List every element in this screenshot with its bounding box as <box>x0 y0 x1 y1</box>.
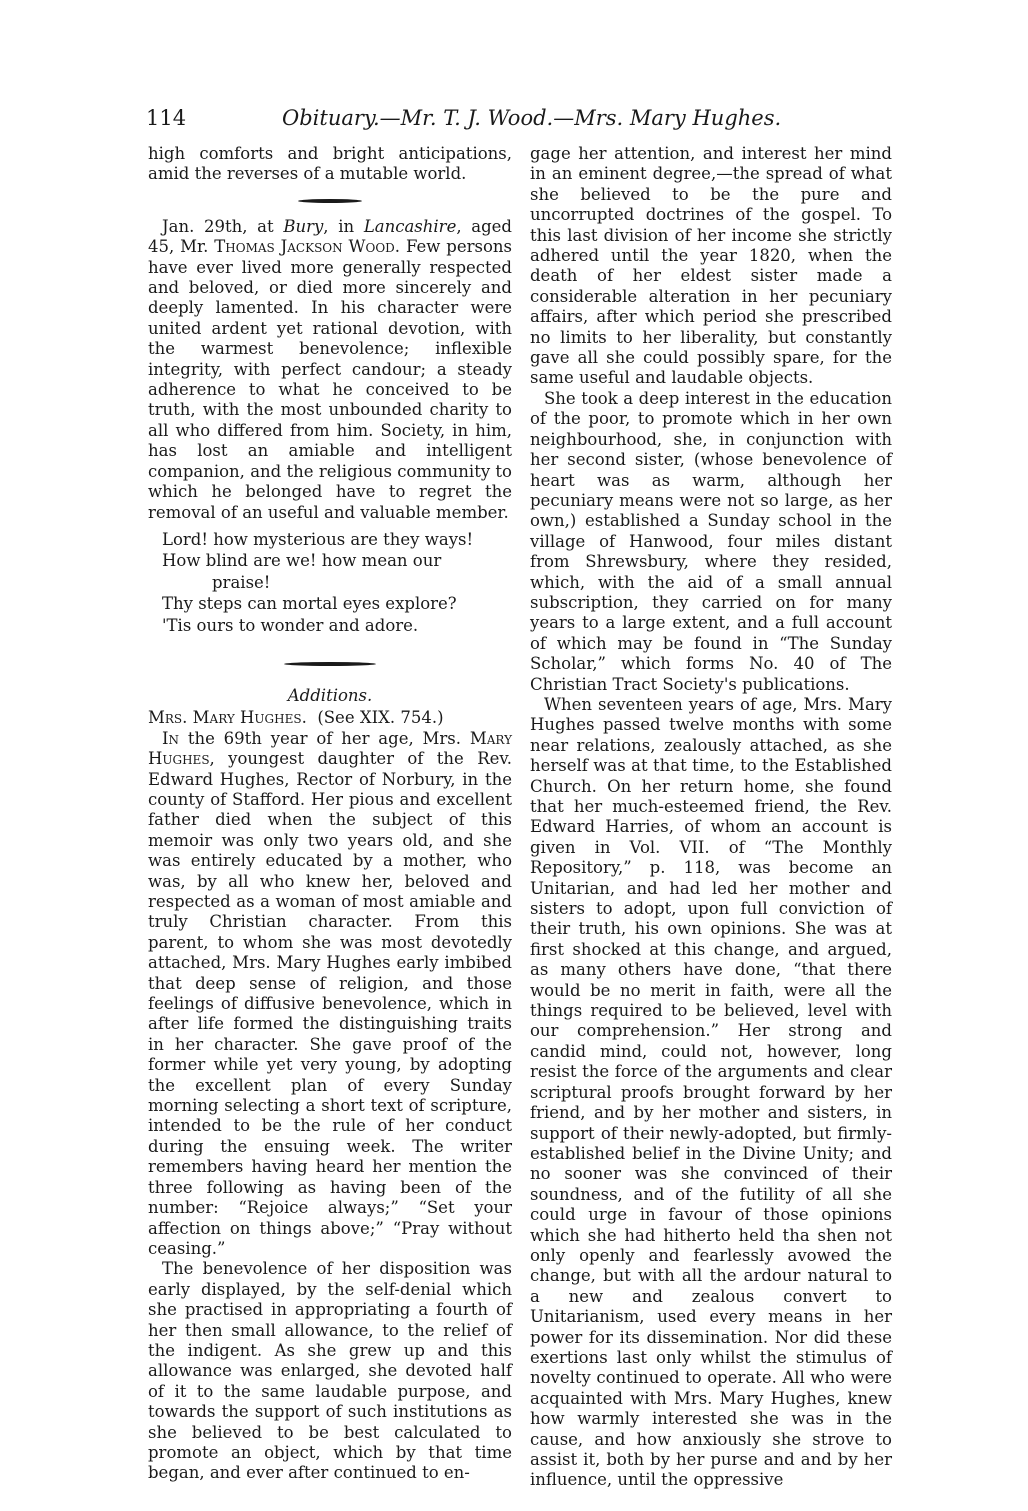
wood-sep: , in <box>323 216 364 236</box>
poem-line: How blind are we! how mean our <box>162 551 442 571</box>
wood-body: . Few persons have ever lived more generally respected and beloved, or died more sincerely and deeply lamented. In his character were united ardent yet rational devotion, with the warmest benevolence; inflexible integrity, with perfect candour; a steady adherence to what he conceived to be truth, with the most unbounded charity to all who differed from him. Society, in him, has lost an amiable and intelligent companion, and the religious community to which he belonged have to regret the removal of an useful and valuable member. <box>148 237 512 522</box>
hughes-paragraph-1 <box>148 729 512 1260</box>
poem-line: Lord! how mysterious are they ways! <box>162 529 474 549</box>
running-head-title: Obituary.—Mr. T. J. Wood.—Mrs. Mary Hughes. <box>282 106 782 130</box>
right-paragraph-2: She took a deep interest in the education of the poor, to promote which in her own neighbourhood, she, in conjunction with her second sister, (whose benevolence of heart was as warm, although her pecuniary means were not so large, as her own,) established a Sunday school in the village of Hanwood, four miles distant from Shrewsbury, where they resided, which, with the aid of a small annual subscription, they carried on for many years to a large extent, and a full account of which may be found in “The Sunday Scholar,” which forms No. 40 of The Christian Tract Society's publications. <box>530 388 892 694</box>
intro-paragraph: high comforts and bright anticipations, amid the reverses of a mutable world. <box>148 144 512 184</box>
poem-line: praise! <box>212 572 271 592</box>
divider-ornament <box>284 662 376 666</box>
wood-place: Bury <box>283 216 324 236</box>
left-column <box>148 144 512 1484</box>
wood-name: Thomas Jackson Wood <box>214 237 395 257</box>
poem-line: 'Tis ours to wonder and adore. <box>162 615 419 635</box>
hughes-paragraph-2: The benevolence of her disposition was early displayed, by the self-denial which she practised in appropriating a fourth of her then small allowance, to the relief of the indigent. As she grew up and this allowance was enlarged, she devoted half of it to the same laudable purpose, and towards the support of such institutions as she believed to be best calculated to promote an object, which by that time began, and ever after continued to en- <box>148 1259 512 1483</box>
hughes-name: Mary Hughes <box>148 728 512 769</box>
drop-lead: In <box>162 728 180 748</box>
page-number: 114 <box>146 106 187 130</box>
wood-date: Jan. 29th, at <box>162 216 284 236</box>
wood-aged: , aged 45, Mr. <box>148 216 512 257</box>
additions-heading: Additions. <box>287 685 373 705</box>
wood-obituary-paragraph <box>148 217 512 523</box>
poem-verse <box>162 529 512 636</box>
right-column <box>530 144 892 1491</box>
poem-line: Thy steps can mortal eyes explore? <box>162 594 457 614</box>
subject-line <box>148 708 512 728</box>
right-paragraph-1: gage her attention, and interest her mind in an eminent degree,—the spread of what she believed to be the pure and uncorrupted doctrines of the gospel. To this last division of her income she strictly adhered until the year 1820, when the death of her eldest sister made a considerable alteration in her pecuniary affairs, after which period she prescribed no limits to her liberality, but constantly gave all she could possibly spare, for the same useful and laudable objects. <box>530 144 892 388</box>
hughes-para1-part: , youngest daughter of the Rev. Edward Hughes, Rector of Norbury, in the county of Stafford. Her pious and excellent father died when the subject of this memoir was only two years old, and she was entirely educated by a mother, who was, by all who knew her, beloved and respected as a woman of most amiable and truly Christian character. From this parent, to whom she was most devotedly attached, Mrs. Mary Hughes early imbibed that deep sense of religion, and those feelings of diffusive benevolence, which in after life formed the distinguishing traits in her character. She gave proof of the former while yet very young, by adopting the excellent plan of every Sunday morning selecting a short text of scripture, intended to be the rule of her conduct during the ensuing week. The writer remembers having heard her mention the three following as having been of the number: “Rejoice always;” “Set your affection on things above;” “Pray without ceasing.” <box>148 749 512 1258</box>
hughes-para1-part: the 69th year of her age, Mrs. <box>179 728 470 748</box>
right-paragraph-3: When seventeen years of age, Mrs. Mary Hughes passed twelve months with some near relations, zealously attached, as she herself was at that time, to the Established Church. On her return home, she found that her much-esteemed friend, the Rev. Edward Harries, of whom an account is given in Vol. VII. of “The Monthly Repository,” p. 118, was become an Unitarian, and had led her mother and sisters to adopt, upon full conviction of their truth, his own opinions. She was at first shocked at this change, and argued, as many others have done, “that there would be no merit in faith, were all the things required to be believed, level with our comprehension.” Her strong and candid mind, could not, however, long resist the force of the arguments and clear scriptural proofs brought forward by her friend, and by her mother and sisters, in support of their newly-adopted, but firmly-established belief in the Divine Unity; and no sooner was she convinced of their soundness, and of the futility of all she could urge in favour of those opinions which she had hitherto held tha shen not only openly and fearlessly avowed the change, but with all the ardour natural to a new and zealous convert to Unitarianism, used every means in her power for its dissemination. Nor did these exertions last only whilst the stimulus of novelty continued to operate. All who were acquainted with Mrs. Mary Hughes, knew how warmly interested she was in the cause, and how anxiously she strove to assist it, both by her purse and and by her influence, until the oppressive <box>530 694 892 1490</box>
subject-name: Mrs. Mary Hughes. <box>148 708 307 728</box>
subject-reference: (See XIX. 754.) <box>317 708 444 728</box>
divider-ornament <box>298 199 362 203</box>
wood-county: Lancashire <box>363 216 457 236</box>
